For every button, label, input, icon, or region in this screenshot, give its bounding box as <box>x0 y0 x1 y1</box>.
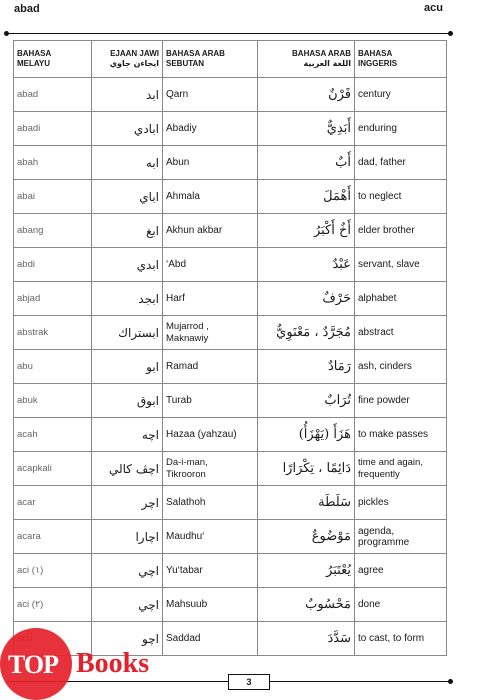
cell-english: alphabet <box>355 282 447 316</box>
cell-english: dad, father <box>355 146 447 180</box>
cell-arab: قَرْنٌ <box>258 78 355 112</box>
header-rule-dot-right <box>448 31 453 36</box>
cell-english: elder brother <box>355 214 447 248</box>
header-rule-dot-left <box>4 31 9 36</box>
cell-jawi: ابغ <box>92 214 163 248</box>
cell-arab: أَبَدِيٌّ <box>258 112 355 146</box>
cell-jawi: ابوق <box>92 384 163 418</box>
cell-arab: رَمَادٌ <box>258 350 355 384</box>
cell-malay: abstrak <box>14 316 92 350</box>
table-row <box>14 486 447 520</box>
cell-sebutan: Da-i-man, Tikrooron <box>163 452 258 486</box>
cell-sebutan: Yu‘tabar <box>163 554 258 588</box>
cell-sebutan: Abun <box>163 146 258 180</box>
cell-jawi: اچي <box>92 554 163 588</box>
table-header-row <box>14 41 447 78</box>
cell-jawi: اچي <box>92 588 163 622</box>
cell-arab: دَائِمًا ، تِكْرَارًا <box>258 452 355 486</box>
cell-arab: مُجَرَّدٌ ، مَعْنَوِيٌّ <box>258 316 355 350</box>
cell-malay: abah <box>14 146 92 180</box>
cell-english: enduring <box>355 112 447 146</box>
header-left-word: abad <box>14 3 40 15</box>
col-header-jawi-line1: EJAAN JAWI <box>110 49 159 58</box>
col-header-sebutan-line1: BAHASA ARAB <box>166 49 225 58</box>
topbooks-logo <box>0 628 190 700</box>
cell-sebutan: Salathoh <box>163 486 258 520</box>
table-row <box>14 316 447 350</box>
cell-jawi: اچو <box>92 622 163 656</box>
table-row <box>14 384 447 418</box>
table-row <box>14 588 447 622</box>
table-row <box>14 112 447 146</box>
page-number: 3 <box>228 674 270 690</box>
cell-arab: سَلَطَة <box>258 486 355 520</box>
cell-malay: abu <box>14 350 92 384</box>
cell-english: century <box>355 78 447 112</box>
cell-arab: تُرَابٌ <box>258 384 355 418</box>
cell-arab: يُعْتَبَرُ <box>258 554 355 588</box>
cell-arab: هَزَأَ (يَهْزَأُ) <box>258 418 355 452</box>
cell-english: pickles <box>355 486 447 520</box>
col-header-malay-line2: MELAYU <box>17 59 51 68</box>
cell-malay: aci (١) <box>14 554 92 588</box>
cell-english: ash, cinders <box>355 350 447 384</box>
cell-english: agree <box>355 554 447 588</box>
cell-sebutan: Hazaa (yahzau) <box>163 418 258 452</box>
cell-sebutan: Saddad <box>163 622 258 656</box>
cell-english: agenda, programme <box>355 520 447 554</box>
cell-english: fine powder <box>355 384 447 418</box>
logo-text-books: Books <box>76 648 150 679</box>
dictionary-table <box>13 40 447 656</box>
col-header-jawi <box>92 41 163 78</box>
cell-malay: acapkali <box>14 452 92 486</box>
cell-malay: abadi <box>14 112 92 146</box>
cell-malay: acara <box>14 520 92 554</box>
cell-malay: acah <box>14 418 92 452</box>
col-header-inggeris <box>355 41 447 78</box>
col-header-arab <box>258 41 355 78</box>
cell-sebutan: Akhun akbar <box>163 214 258 248</box>
col-header-jawi-line2: ايجاءن جاوي <box>109 59 159 68</box>
table-row <box>14 350 447 384</box>
table-row <box>14 554 447 588</box>
table-row <box>14 452 447 486</box>
cell-jawi: اچه <box>92 418 163 452</box>
col-header-inggeris-line2: INGGERIS <box>358 59 398 68</box>
cell-sebutan: Ahmala <box>163 180 258 214</box>
cell-jawi: ابستراك <box>92 316 163 350</box>
cell-sebutan: Mahsuub <box>163 588 258 622</box>
cell-jawi: اچڤ كالي <box>92 452 163 486</box>
cell-english: done <box>355 588 447 622</box>
cell-jawi: ابه <box>92 146 163 180</box>
cell-malay: abad <box>14 78 92 112</box>
col-header-malay-line1: BAHASA <box>17 49 52 58</box>
table-row <box>14 520 447 554</box>
cell-jawi: اچر <box>92 486 163 520</box>
cell-arab: سَدَّدَ <box>258 622 355 656</box>
table-row <box>14 180 447 214</box>
cell-arab: مَوْضُوعٌ <box>258 520 355 554</box>
cell-english: to cast, to form <box>355 622 447 656</box>
cell-malay: abang <box>14 214 92 248</box>
col-header-malay <box>14 41 92 78</box>
header-rule <box>6 33 452 34</box>
cell-sebutan: Ramad <box>163 350 258 384</box>
cell-arab: أَخٌ أَكْبَرُ <box>258 214 355 248</box>
cell-sebutan: ‘Abd <box>163 248 258 282</box>
cell-malay: abuk <box>14 384 92 418</box>
col-header-arab-line1: BAHASA ARAB <box>292 49 351 58</box>
cell-arab: حَرْفٌ <box>258 282 355 316</box>
cell-jawi: ابجد <box>92 282 163 316</box>
table-row <box>14 214 447 248</box>
cell-english: servant, slave <box>355 248 447 282</box>
cell-arab: أَهْمَلَ <box>258 180 355 214</box>
cell-malay: aci (٢) <box>14 588 92 622</box>
cell-sebutan: Harf <box>163 282 258 316</box>
cell-english: to neglect <box>355 180 447 214</box>
cell-english: abstract <box>355 316 447 350</box>
cell-sebutan: Abadiy <box>163 112 258 146</box>
cell-arab: أَبٌ <box>258 146 355 180</box>
col-header-sebutan <box>163 41 258 78</box>
table-row <box>14 248 447 282</box>
table-row <box>14 418 447 452</box>
table-row <box>14 282 447 316</box>
cell-jawi: ابد <box>92 78 163 112</box>
cell-arab: مَحْسُوبٌ <box>258 588 355 622</box>
cell-jawi: ابو <box>92 350 163 384</box>
cell-sebutan: Qarn <box>163 78 258 112</box>
cell-malay: acar <box>14 486 92 520</box>
cell-malay: abdi <box>14 248 92 282</box>
cell-jawi: اچارا <box>92 520 163 554</box>
cell-sebutan: Mujarrod , Maknawiy <box>163 316 258 350</box>
cell-english: to make passes <box>355 418 447 452</box>
logo-text-top: TOP <box>8 650 58 679</box>
header-right-word: acu <box>424 2 443 14</box>
table-row <box>14 146 447 180</box>
cell-jawi: اباي <box>92 180 163 214</box>
cell-english: time and again, frequently <box>355 452 447 486</box>
footer-rule-dot-right <box>448 679 453 684</box>
cell-malay: abjad <box>14 282 92 316</box>
cell-jawi: ابادي <box>92 112 163 146</box>
cell-sebutan: Turab <box>163 384 258 418</box>
cell-sebutan: Maudhu‘ <box>163 520 258 554</box>
col-header-sebutan-line2: SEBUTAN <box>166 59 205 68</box>
cell-jawi: ابدي <box>92 248 163 282</box>
cell-arab: عَبْدٌ <box>258 248 355 282</box>
col-header-arab-line2: اللغة العربية <box>303 59 351 68</box>
col-header-inggeris-line1: BAHASA <box>358 49 393 58</box>
table-row <box>14 78 447 112</box>
cell-malay: abai <box>14 180 92 214</box>
